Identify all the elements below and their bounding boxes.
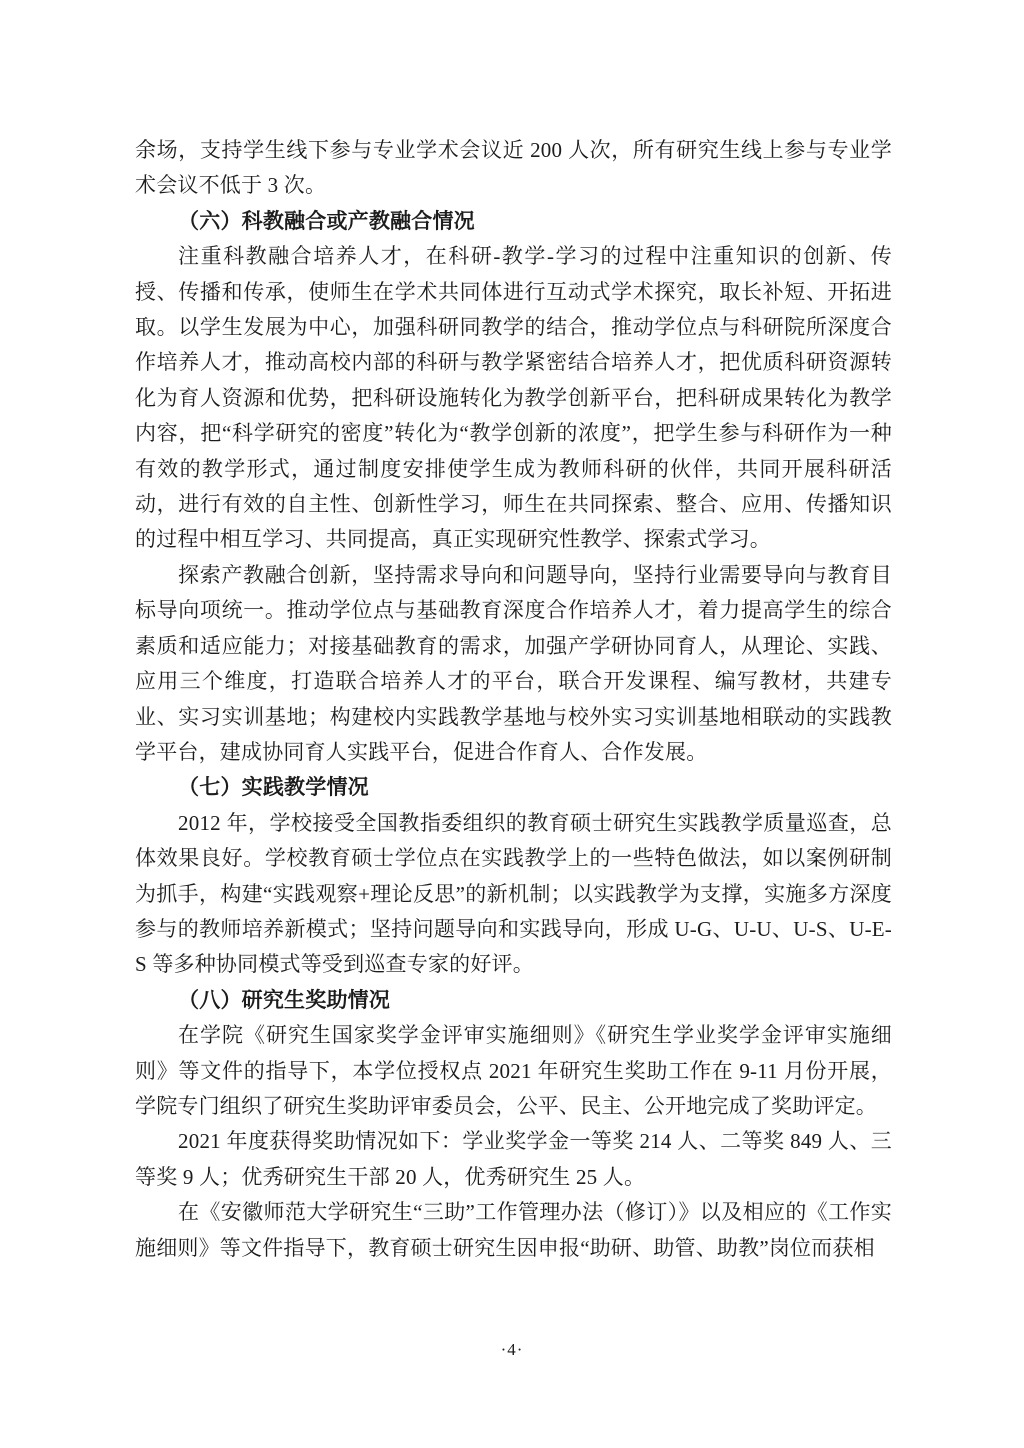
paragraph: 余场，支持学生线下参与专业学术会议近 200 人次，所有研究生线上参与专业学术会议不低于 3 次。: [135, 138, 892, 198]
page-content: [135, 133, 892, 1266]
section-heading: （七）实践教学情况: [178, 775, 369, 800]
paragraph: 在学院《研究生国家奖学金评审实施细则》《研究生学业奖学金评审实施细则》等文件的指导下，本学位授权点 2021 年研究生奖助工作在 9-11 月份开展，学院专门组织了研究生奖助评审委员会，公平、民主、公开地完成了奖助评定。: [135, 1023, 892, 1118]
paragraph: 2021 年度获得奖助情况如下：学业奖学金一等奖 214 人、二等奖 849 人、三等奖 9 人；优秀研究生干部 20 人，优秀研究生 25 人。: [135, 1129, 892, 1189]
page-number: ·4·: [500, 1340, 524, 1359]
section-heading: （六）科教融合或产教融合情况: [178, 208, 475, 233]
paragraph: 2012 年，学校接受全国教指委组织的教育硕士研究生实践教学质量巡查，总体效果良好。学校教育硕士学位点在实践教学上的一些特色做法，如以案例研制为抓手，构建“实践观察+理论反思”的新机制；以实践教学为支撑，实施多方深度参与的教师培养新模式；坚持问题导向和实践导向，形成 U-G、U-U、U-S、U-E-S 等多种协同模式等受到巡查专家的好评。: [135, 810, 892, 977]
page-footer: [0, 1340, 1024, 1360]
paragraph: 探索产教融合创新，坚持需求导向和问题导向，坚持行业需要导向与教育目标导向项统一。推动学位点与基础教育深度合作培养人才，着力提高学生的综合素质和适应能力；对接基础教育的需求，加强产学研协同育人，从理论、实践、应用三个维度，打造联合培养人才的平台，联合开发课程、编写教材，共建专业、实习实训基地；构建校内实践教学基地与校外实习实训基地相联动的实践教学平台，建成协同育人实践平台，促进合作育人、合作发展。: [135, 562, 892, 764]
paragraph: 注重科教融合培养人才，在科研-教学-学习的过程中注重知识的创新、传授、传播和传承，使师生在学术共同体进行互动式学术探究，取长补短、开拓进取。以学生发展为中心，加强科研同教学的结合，推动学位点与科研院所深度合作培养人才，推动高校内部的科研与教学紧密结合培养人才，把优质科研资源转化为育人资源和优势，把科研设施转化为教学创新平台，把科研成果转化为教学内容，把“科学研究的密度”转化为“教学创新的浓度”，把学生参与科研作为一种有效的教学形式，通过制度安排使学生成为教师科研的伙伴，共同开展科研活动，进行有效的自主性、创新性学习，师生在共同探索、整合、应用、传播知识的过程中相互学习、共同提高，真正实现研究性教学、探索式学习。: [135, 244, 892, 552]
section-heading: （八）研究生奖助情况: [178, 987, 391, 1012]
paragraph: 在《安徽师范大学研究生“三助”工作管理办法（修订）》以及相应的《工作实施细则》等文件指导下，教育硕士研究生因申报“助研、助管、助教”岗位而获相: [135, 1200, 892, 1260]
